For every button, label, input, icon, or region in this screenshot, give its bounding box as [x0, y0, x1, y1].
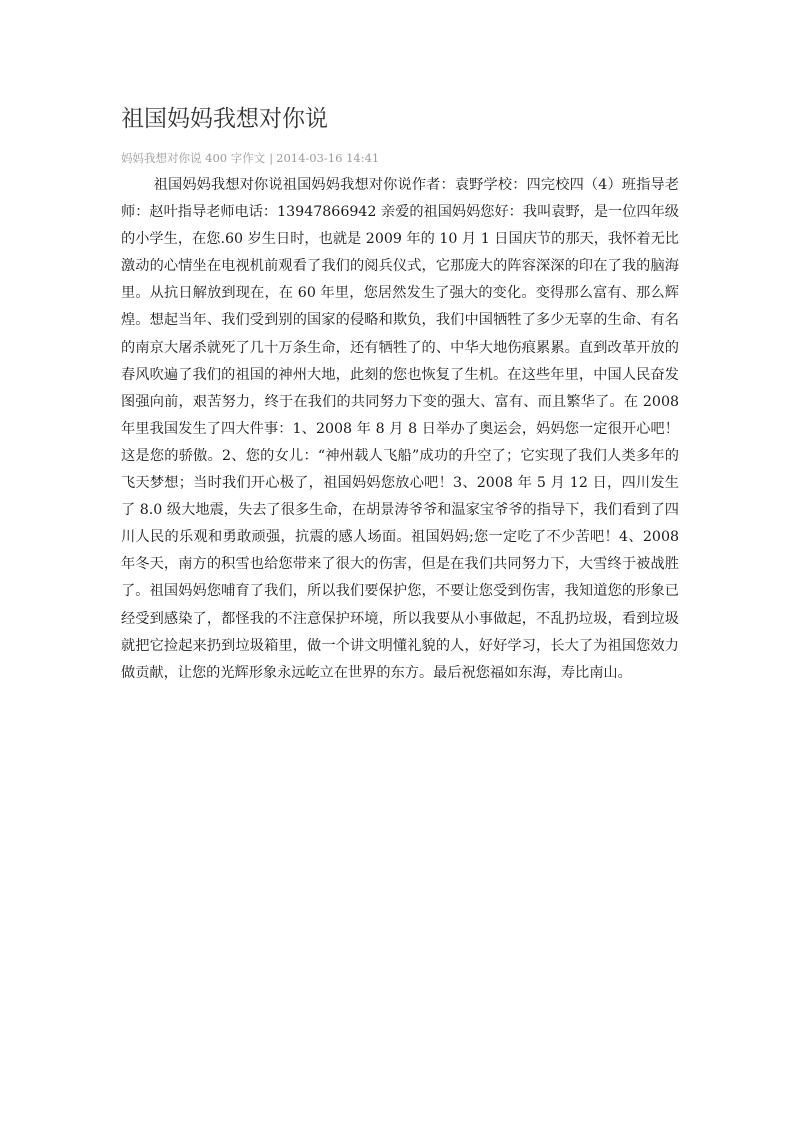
meta-separator: |	[269, 151, 274, 165]
article-category: 妈妈我想对你说 400 字作文	[121, 151, 266, 165]
article-body: 祖国妈妈我想对你说祖国妈妈我想对你说作者：袁野学校：四完校四（4）班指导老师：赵叶指导老师电话：13947866942 亲爱的祖国妈妈您好：我叫袁野，是一位四年级的小学生，在您.60 岁生日时，也就是 2009 年的 10 月 1 日国庆节的那天，我怀着无比激动的心情坐在电视机前观看了我们的阅兵仪式，它那庞大的阵容深深的印在了我的脑海里。从抗日解放到现在，在 60 年里，您居然发生了强大的变化。变得那么富有、那么辉煌。想起当年、我们受到别的国家的侵略和欺负，我们中国牺牲了多少无辜的生命、有名的南京大屠杀就死了几十万条生命，还有牺牲了的、中华大地伤痕累累。直到改革开放的春风吹遍了我们的祖国的神州大地，此刻的您也恢复了生机。在这些年里，中国人民奋发图强向前，艰苦努力，终于在我们的共同努力下变的强大、富有、而且繁华了。在 2008 年里我国发生了四大件事：1、2008 年 8 月 8 日举办了奥运会，妈妈您一定很开心吧！这是您的骄傲。2、您的女儿：“神州载人飞船”成功的升空了；它实现了我们人类多年的飞天梦想；当时我们开心极了，祖国妈妈您放心吧！3、2008 年 5 月 12 日，四川发生了 8.0 级大地震，失去了很多生命，在胡景涛爷爷和温家宝爷爷的指导下，我们看到了四川人民的乐观和勇敢顽强，抗震的感人场面。祖国妈妈;您一定吃了不少苦吧！4、2008 年冬天，南方的积雪也给您带来了很大的伤害，但是在我们共同努力下，大雪终于被战胜了。祖国妈妈您哺育了我们，所以我们要保护您，不要让您受到伤害，我知道您的形象已经受到感染了，都怪我的不注意保护环境，所以我要从小事做起，不乱扔垃圾，看到垃圾就把它捡起来扔到垃圾箱里，做一个讲文明懂礼貌的人，好好学习，长大了为祖国您效力做贡献，让您的光辉形象永远屹立在世界的东方。最后祝您福如东海，寿比南山。	[121, 177, 679, 681]
article-title: 祖国妈妈我想对你说	[121, 106, 328, 132]
article-datetime: 2014-03-16 14:41	[276, 151, 380, 165]
article-meta	[121, 150, 379, 166]
